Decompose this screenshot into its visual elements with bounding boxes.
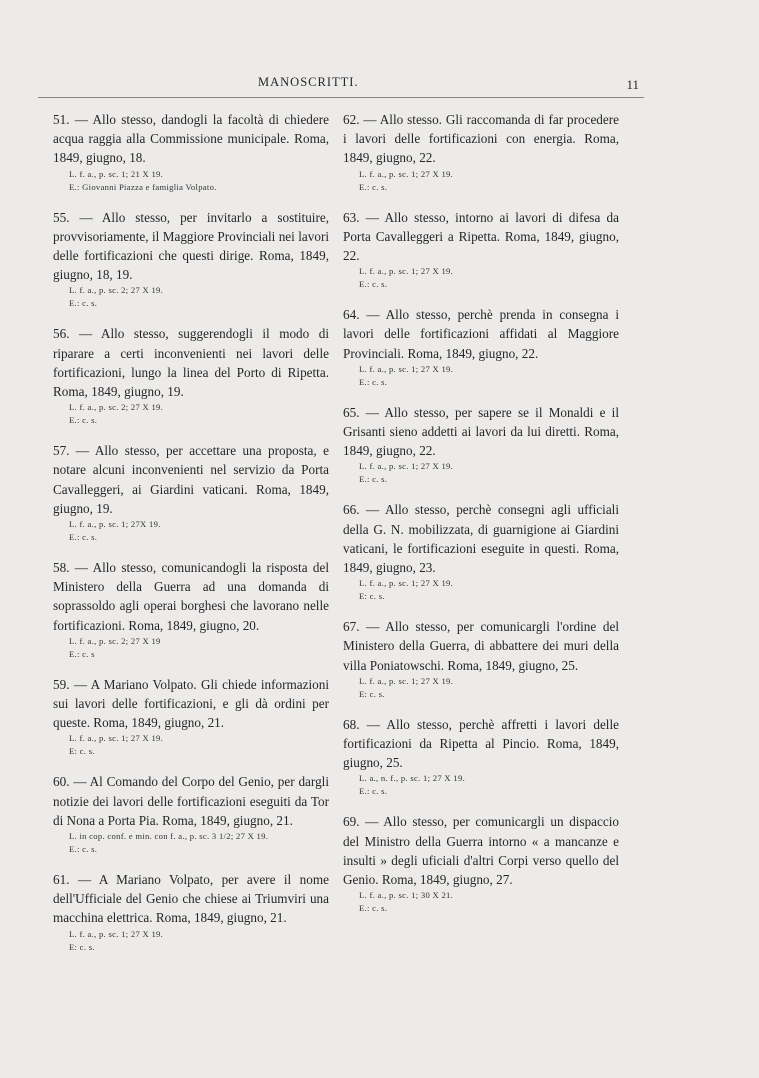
entry-note: L. f. a., p. sc. 2; 27 X 19. [69,402,164,413]
entry-57 [53,441,329,544]
entry-66 [343,500,619,603]
entry-text: 56. — Allo stesso, suggerendogli il modo di riparare a certi inconvenienti nei lavori delle fortificazioni, lungo la linea del Porto di Ripetta. Roma, 1849, giugno, 19. [53,326,329,400]
entry-note: L. f. a., p. sc. 1; 27 X 19. [359,461,454,472]
entry-63 [343,208,619,292]
entry-56 [53,324,329,427]
entry-note: E: c. s. [69,746,95,757]
left-column [53,110,329,968]
entry-text: 65. — Allo stesso, per sapere se il Monaldi e il Grisanti sieno addetti ai lavori da lui diretti. Roma, 1849, giugno, 22. [343,404,619,459]
entry-60 [53,772,329,856]
header-rule [38,97,644,98]
running-head [0,70,759,94]
entry-note: E: c. s. [359,688,385,699]
entry-text: 63. — Allo stesso, intorno ai lavori di difesa da Porta Cavalleggeri a Ripetta. Roma, 1849, giugno, 22. [343,209,619,264]
entry-67 [343,617,619,701]
entry-55 [53,208,329,311]
entry-note: E: c. s. [359,591,385,602]
entry-note: E.: c. s. [69,415,98,426]
entry-note: L. f. a., p. sc. 1; 30 X 21. [359,890,454,901]
entry-text: 67. — Allo stesso, per comunicargli l'ordine del Ministero della Guerra, di abbattere dei muri della villa Poniatowschi. Roma, 1849, giugno, 25. [343,619,619,673]
entry-text: 60. — Al Comando del Corpo del Genio, per dargli notizie dei lavori delle fortificazioni eseguiti da Tor di Nona a Porta Pia. Roma, 1849, giugno, 21. [53,774,329,828]
entry-note: L. f. a., p. sc. 1; 27 X 19. [359,266,454,277]
entry-note: E.: c. s. [69,844,98,855]
entry-text: 66. — Allo stesso, perchè consegni agli ufficiali della G. N. mobilizzata, di guarnigione ai Giardini vaticani, le fortificazioni eseguite in questi. Roma, 1849, giugno, 23. [343,502,619,576]
entry-note: E.: Giovanni Piazza e famiglia Volpato. [69,181,217,192]
entry-note: L. f. a., p. sc. 1; 27 X 19. [359,675,454,686]
entry-text: 58. — Allo stesso, comunicandogli la risposta del Ministero della Guerra ad una domanda di soprassoldo agli operai borghesi che lavorano nelle fortificazioni. Roma, 1849, giugno, 20. [53,560,329,633]
entry-text: 68. — Allo stesso, perchè affretti i lavori delle fortificazioni da Ripetta al Pincio. Roma, 1849, giugno, 25. [343,716,619,771]
entry-text: 64. — Allo stesso, perchè prenda in consegna i lavori delle fortificazioni affidati al Maggiore Provinciali. Roma, 1849, giugno, 22. [343,307,619,361]
entry-note: E.: c. s [69,648,95,659]
entry-note: L. in cop. conf. e min. con f. a., p. sc. 3 1/2; 27 X 19. [69,831,269,842]
entry-51 [53,110,329,194]
entry-note: L. f. a., p. sc. 2; 27 X 19. [69,285,164,296]
entry-text: 57. — Allo stesso, per accettare una proposta, e notare alcuni inconvenienti nel servizio da Porta Cavalleggeri, ai Giardini vaticani. Roma, 1849, giugno, 19. [53,443,329,516]
entry-note: L. f. a., p. sc. 1; 27 X 19. [359,363,454,374]
entry-59 [53,675,329,759]
entry-note: E: c. s. [69,941,95,952]
entry-note: E.: c. s. [359,786,388,797]
entry-note: E.: c. s. [69,298,98,309]
entry-58 [53,558,329,661]
entry-65 [343,403,619,487]
entry-note: L. f. a., p. sc. 1; 27 X 19. [359,578,454,589]
entry-note: L. f. a., p. sc. 1; 21 X 19. [69,168,164,179]
entry-note: E.: c. s. [359,376,388,387]
entry-69 [343,812,619,915]
entry-note: E.: c. s. [359,279,388,290]
entry-note: L. f. a., p. sc. 1; 27 X 19. [359,168,454,179]
entry-64 [343,305,619,389]
entry-note: L. f. a., p. sc. 1; 27 X 19. [69,928,164,939]
entry-text: 61. — A Mariano Volpato, per avere il nome dell'Ufficiale del Genio che chiese ai Triumviri una macchina elettrica. Roma, 1849, giugno, 21. [53,872,329,926]
entry-68 [343,715,619,799]
entry-text: 55. — Allo stesso, per invitarlo a sostituire, provvisoriamente, il Maggiore Provinciali nei lavori delle fortificazioni che questi dirige. Roma, 1849, giugno, 18, 19. [53,209,329,283]
entry-note: E.: c. s. [359,474,388,485]
entry-note: E.: c. s. [69,532,98,543]
entry-61 [53,870,329,954]
entry-text: 51. — Allo stesso, dandogli la facoltà di chiedere acqua raggia alla Commissione municipale. Roma, 1849, giugno, 18. [53,112,329,166]
entry-text: 59. — A Mariano Volpato. Gli chiede informazioni sui lavori delle fortificazioni, e gli dà ordini per queste. Roma, 1849, giugno, 21. [53,676,329,731]
entry-62 [343,110,619,194]
entry-note: L. a., n. f., p. sc. 1; 27 X 19. [359,773,466,784]
right-column [343,110,619,929]
page-number: 11 [626,77,639,92]
entry-note: L. f. a., p. sc. 1; 27X 19. [69,519,161,530]
entry-note: L. f. a., p. sc. 1; 27 X 19. [69,733,164,744]
entry-text: 69. — Allo stesso, per comunicargli un dispaccio del Ministro della Guerra intorno « a mancanze e insulti » degli uficiali d'altri Corpi verso quello del Genio. Roma, 1849, giugno, 27. [343,814,619,888]
entry-text: 62. — Allo stesso. Gli raccomanda di far procedere i lavori delle fortificazioni con energia. Roma, 1849, giugno, 22. [343,112,619,166]
entry-note: L. f. a., p. sc. 2; 27 X 19 [69,635,161,646]
entry-note: E.: c. s. [359,903,388,914]
running-title: MANOSCRITTI. [258,75,359,89]
entry-note: E.: c. s. [359,181,388,192]
